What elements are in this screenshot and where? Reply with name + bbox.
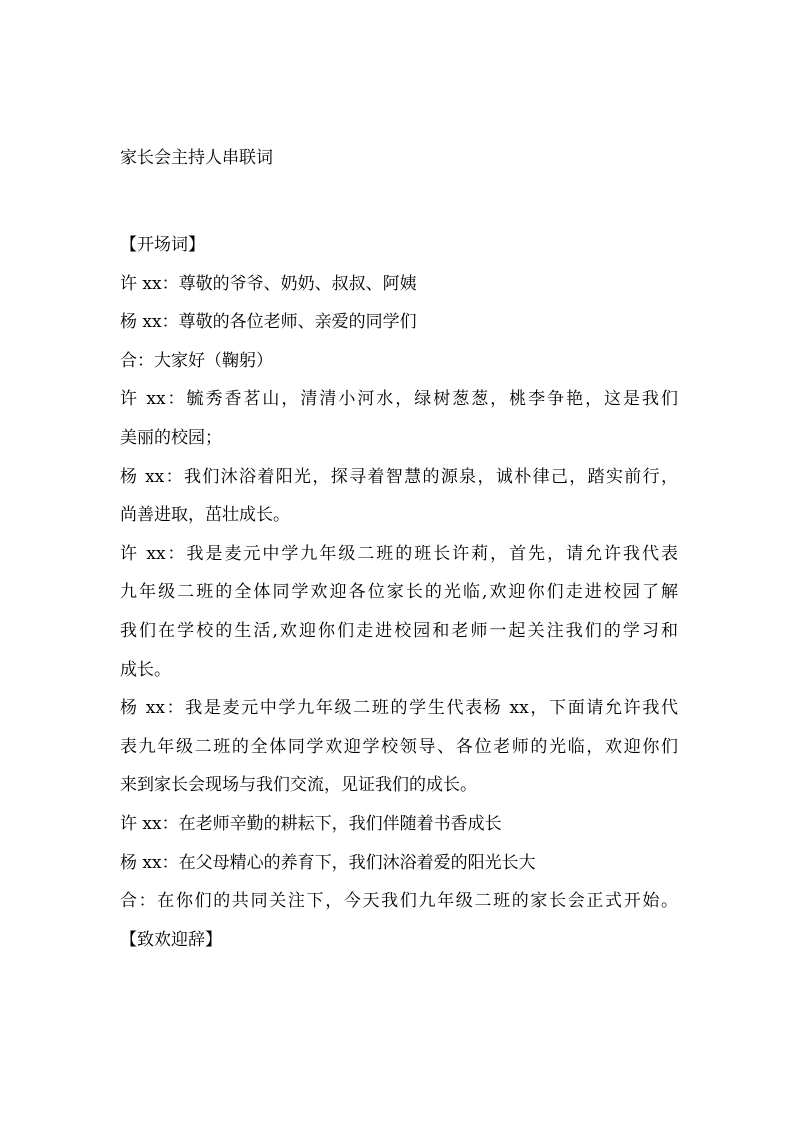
body-line: 尚善进取，茁壮成长。 [120,505,290,526]
section-heading-welcome: 【致欢迎辞】 [120,929,222,950]
body-line: 许 xx：尊敬的爷爷、奶奶、叔叔、阿姨 [120,273,417,294]
body-line: 来到家长会现场与我们交流，见证我们的成长。 [120,775,477,796]
document-title: 家长会主持人串联词 [120,148,273,168]
body-line: 许 xx：在老师辛勤的耕耘下，我们伴随着书香成长 [120,813,502,834]
document-body [120,226,678,959]
body-line: 杨 xx：尊敬的各位老师、亲爱的同学们 [120,312,417,333]
body-line: 杨 xx：我是麦元中学九年级二班的学生代表杨 xx，下面请允许我代 [120,698,678,719]
body-line: 杨 xx：我们沐浴着阳光，探寻着智慧的源泉，诚朴律己，踏实前行， [120,466,678,487]
body-line: 合：在你们的共同关注下，今天我们九年级二班的家长会正式开始。 [120,891,678,912]
body-line: 许 xx：我是麦元中学九年级二班的班长许莉，首先，请允许我代表 [120,543,678,564]
body-line: 杨 xx：在父母精心的养育下，我们沐浴着爱的阳光长大 [120,852,536,873]
body-line: 许 xx：毓秀香茗山，清清小河水，绿树葱葱，桃李争艳，这是我们 [120,389,678,410]
body-line: 成长。 [120,659,171,680]
section-heading-opening: 【开场词】 [120,235,205,255]
body-line: 九年级二班的全体同学欢迎各位家长的光临,欢迎你们走进校园了解 [120,582,678,603]
body-line: 我们在学校的生活,欢迎你们走进校园和老师一起关注我们的学习和 [120,620,678,641]
body-line: 美丽的校园； [120,427,222,448]
body-line: 表九年级二班的全体同学欢迎学校领导、各位老师的光临，欢迎你们 [120,736,678,757]
body-line: 合：大家好（鞠躬） [120,350,273,371]
